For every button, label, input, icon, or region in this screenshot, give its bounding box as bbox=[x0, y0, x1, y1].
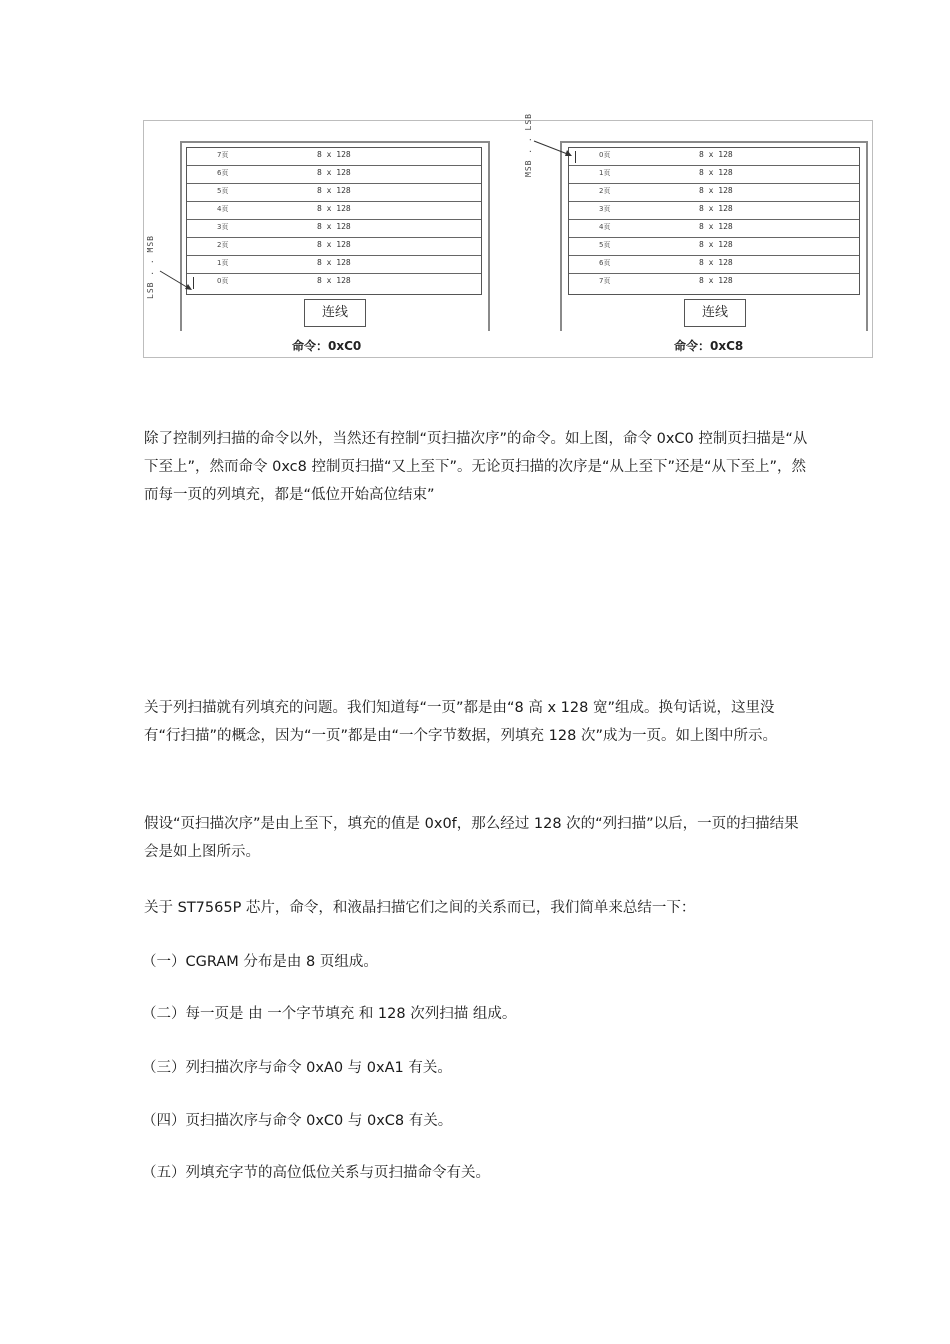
right-bit-arrow bbox=[532, 137, 576, 167]
page-row bbox=[569, 274, 859, 294]
page-size: 8 x 128 bbox=[317, 150, 351, 159]
page-size: 8 x 128 bbox=[317, 168, 351, 177]
page-size: 8 x 128 bbox=[699, 276, 733, 285]
right-bit-order-label: MSB . . LSB bbox=[524, 113, 533, 177]
page-size: 8 x 128 bbox=[699, 258, 733, 267]
summary-item: （二）每一页是 由 一个字节填充 和 128 次列扫描 组成。 bbox=[142, 1006, 517, 1022]
page-label: 4页 bbox=[217, 205, 229, 213]
page-size: 8 x 128 bbox=[699, 240, 733, 249]
page-row bbox=[187, 202, 481, 220]
left-bit-order-label: LSB . . MSB bbox=[146, 235, 155, 299]
summary-item: （三）列扫描次序与命令 0xA0 与 0xA1 有关。 bbox=[142, 1060, 452, 1076]
page-label: 2页 bbox=[599, 187, 611, 195]
paragraph-page-scan-commands: 除了控制列扫描的命令以外，当然还有控制“页扫描次序”的命令。如上图，命令 0xC0 控制页扫描是“从下至上”，然而命令 0xc8 控制页扫描“又上至下”。无论页扫描的次序是“从上至下”还是“从下至上”，然而每一页的列填充，都是“低位开始高位结束” bbox=[144, 431, 808, 503]
page-row bbox=[569, 256, 859, 274]
page-row bbox=[187, 220, 481, 238]
page-row bbox=[569, 184, 859, 202]
page-size: 8 x 128 bbox=[699, 204, 733, 213]
page-label: 6页 bbox=[599, 259, 611, 267]
left-bit-arrow bbox=[158, 261, 198, 301]
page-row bbox=[569, 238, 859, 256]
page-label: 0页 bbox=[217, 277, 229, 285]
page-label: 1页 bbox=[599, 169, 611, 177]
page-label: 2页 bbox=[217, 241, 229, 249]
page-label: 0页 bbox=[599, 151, 611, 159]
page-row bbox=[569, 202, 859, 220]
page-size: 8 x 128 bbox=[699, 168, 733, 177]
page-row bbox=[569, 148, 859, 166]
page-size: 8 x 128 bbox=[317, 240, 351, 249]
page-label: 7页 bbox=[217, 151, 229, 159]
page-scan-figure bbox=[143, 113, 873, 358]
page-size: 8 x 128 bbox=[317, 258, 351, 267]
left-command-label: 命令：0xC0 bbox=[292, 339, 362, 353]
paragraph-column-fill: 关于列扫描就有列填充的问题。我们知道每“一页”都是由“8 高 x 128 宽”组成。换句话说，这里没有“行扫描”的概念，因为“一页”都是由“一个字节数据，列填充 128 次”成为一页。如上图中所示。 bbox=[144, 700, 777, 744]
right-page-stack bbox=[568, 147, 860, 295]
page-row bbox=[569, 166, 859, 184]
page-label: 3页 bbox=[599, 205, 611, 213]
right-command-label: 命令：0xC8 bbox=[674, 339, 744, 353]
page-size: 8 x 128 bbox=[699, 222, 733, 231]
summary-item: （五）列填充字节的高位低位关系与页扫描命令有关。 bbox=[142, 1165, 490, 1181]
page-label: 7页 bbox=[599, 277, 611, 285]
left-page-stack bbox=[186, 147, 482, 295]
page-size: 8 x 128 bbox=[699, 150, 733, 159]
summary-item: （四）页扫描次序与命令 0xC0 与 0xC8 有关。 bbox=[142, 1113, 453, 1129]
page-label: 4页 bbox=[599, 223, 611, 231]
page-label: 5页 bbox=[217, 187, 229, 195]
page-size: 8 x 128 bbox=[317, 222, 351, 231]
page-row bbox=[187, 256, 481, 274]
page-label: 1页 bbox=[217, 259, 229, 267]
page-label: 3页 bbox=[217, 223, 229, 231]
page-size: 8 x 128 bbox=[317, 276, 351, 285]
page-row bbox=[187, 166, 481, 184]
page-row bbox=[569, 220, 859, 238]
page-size: 8 x 128 bbox=[317, 186, 351, 195]
page-row bbox=[187, 238, 481, 256]
right-wire-box: 连线 bbox=[684, 299, 746, 327]
page-size: 8 x 128 bbox=[317, 204, 351, 213]
left-wire-box: 连线 bbox=[304, 299, 366, 327]
page-row bbox=[187, 184, 481, 202]
paragraph-summary-intro: 关于 ST7565P 芯片，命令，和液晶扫描它们之间的关系而已，我们简单来总结一下： bbox=[144, 900, 696, 916]
paragraph-scan-example: 假设“页扫描次序”是由上至下，填充的值是 0x0f，那么经过 128 次的“列扫描”以后，一页的扫描结果会是如上图所示。 bbox=[144, 816, 799, 860]
page-row bbox=[187, 274, 481, 294]
page-label: 5页 bbox=[599, 241, 611, 249]
page-size: 8 x 128 bbox=[699, 186, 733, 195]
page-label: 6页 bbox=[217, 169, 229, 177]
summary-item: （一）CGRAM 分布是由 8 页组成。 bbox=[142, 954, 378, 970]
page-row bbox=[187, 148, 481, 166]
